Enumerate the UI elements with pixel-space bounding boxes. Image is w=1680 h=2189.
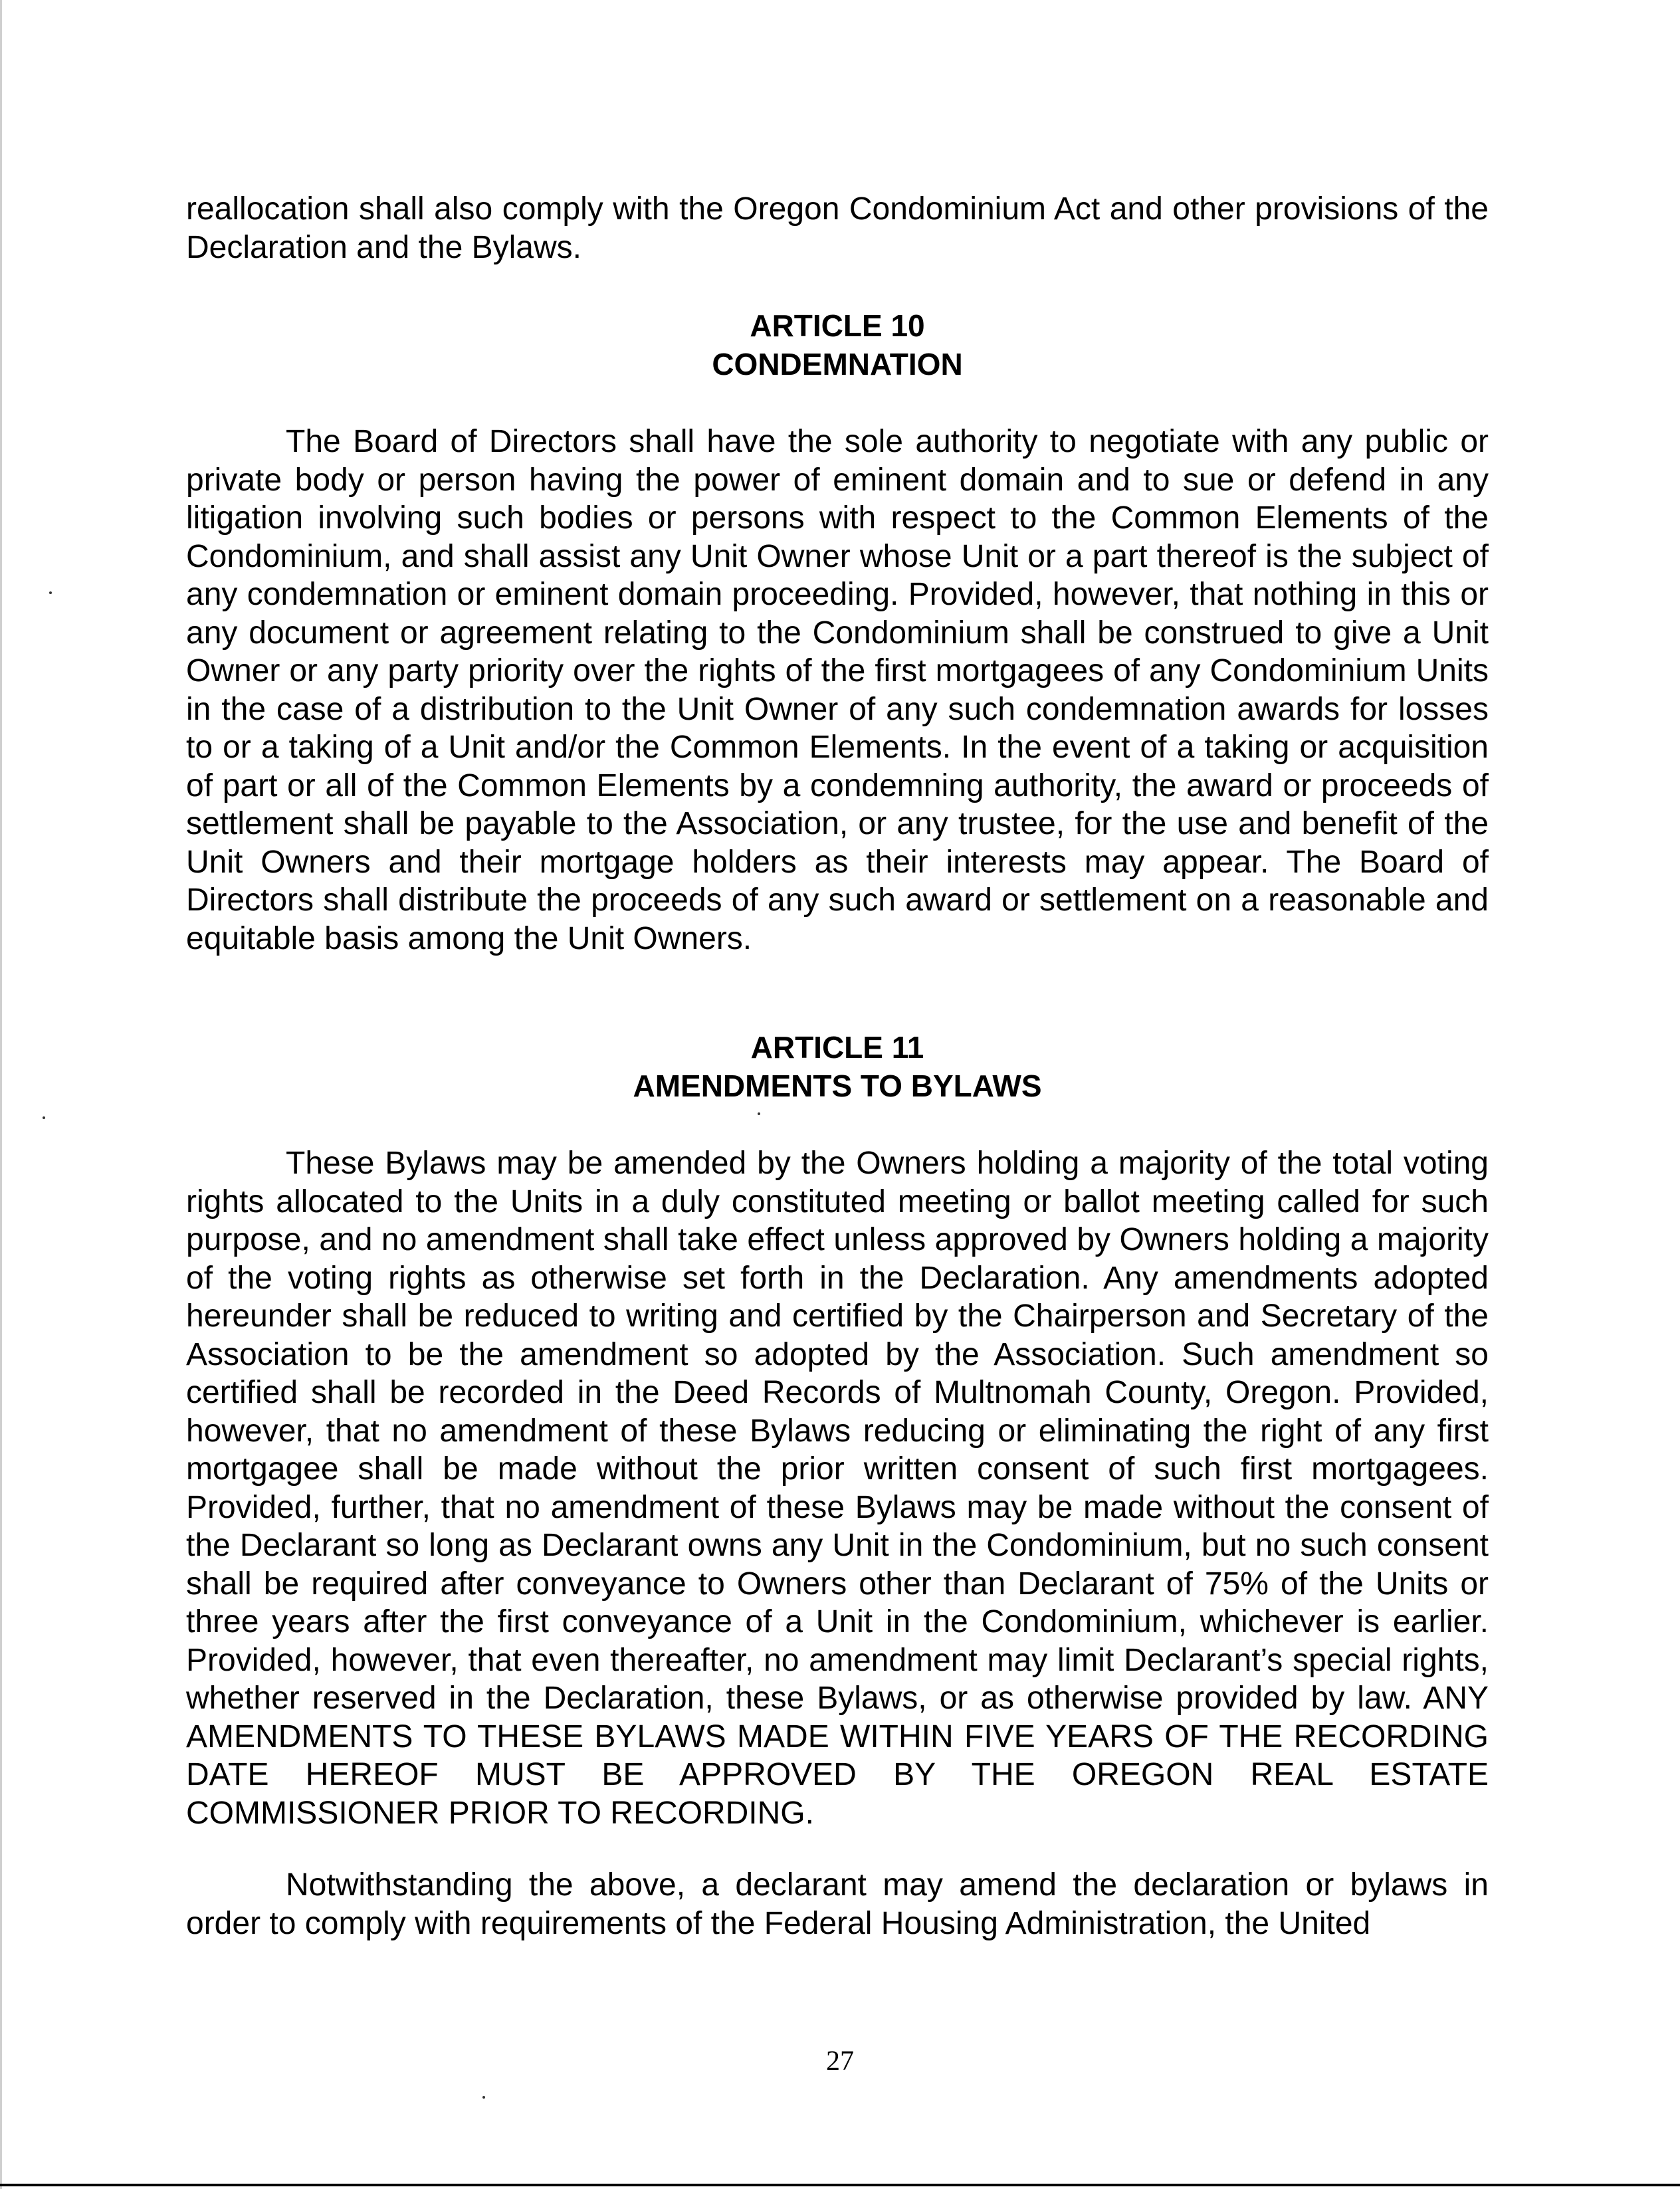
scan-edge-bottom bbox=[0, 2184, 1680, 2186]
article-11-paragraph-1: These Bylaws may be amended by the Owners holding a majority of the total voting rights allocated to the Units in a duly constituted meeting or ballot meeting called for such purpose, and no amendment shall take effect unless approved by Owners holding a majority of the voting rights as otherwise set forth in the Declaration. Any amendments adopted hereunder shall be reduced to writing and certified by the Chairperson and Secretary of the Association to be the amendment so adopted by the Association. Such amendment so certified shall be recorded in the Deed Records of Multnomah County, Oregon. Provided, however, that no amendment of these Bylaws reducing or eliminating the right of any first mortgagee shall be made without the prior written consent of such first mortgagees. Provided, further, that no amendment of these Bylaws may be made without the consent of the Declarant so long as Declarant owns any Unit in the Condominium, but no such consent shall be required after conveyance to Owners other than Declarant of 75% of the Units or three years after the first conveyance of a Unit in the Condominium, whichever is earlier. Provided, however, that even thereafter, no amendment may limit Declarant’s special rights, whether reserved in the Declaration, these Bylaws, or as otherwise provided by law. ANY AMENDMENTS TO THESE BYLAWS MADE WITHIN FIVE YEARS OF THE RECORDING DATE HEREOF MUST BE APPROVED BY THE OREGON REAL ESTATE COMMISSIONER PRIOR TO RECORDING. bbox=[186, 1146, 1489, 1831]
article-10-paragraph: The Board of Directors shall have the sole authority to negotiate with any public or private body or person having the power of eminent domain and to sue or defend in any litigation involving such bodies or persons with respect to the Common Elements of the Condominium, and shall assist any Unit Owner whose Unit or a part thereof is the subject of any condemnation or eminent domain proceeding. Provided, however, that nothing in this or any document or agreement relating to the Condominium shall be construed to give a Unit Owner or any party priority over the rights of the first mortgagees of any Condominium Units in the case of a distribution to the Unit Owner of any such condemnation awards for losses to or a taking of a Unit and/or the Common Elements. In the event of a taking or acquisition of part or all of the Common Elements by a condemning authority, the award or proceeds of settlement shall be payable to the Association, or any trustee, for the use and benefit of the Unit Owners and their mortgage holders as their interests may appear. The Board of Directors shall distribute the proceeds of any such award or settlement on a reasonable and equitable basis among the Unit Owners. bbox=[186, 424, 1489, 956]
article-11-title: AMENDMENTS TO BYLAWS bbox=[633, 1069, 1042, 1103]
article-10-title: CONDEMNATION bbox=[712, 347, 963, 381]
article-11-paragraph-2: Notwithstanding the above, a declarant may amend the declaration or bylaws in order to comply with requirements of the Federal Housing Administration, the United bbox=[186, 1867, 1489, 1941]
page-number: 27 bbox=[826, 2046, 854, 2077]
scan-speck bbox=[758, 1112, 760, 1115]
scan-edge-left bbox=[0, 0, 2, 2189]
article-11-number: ARTICLE 11 bbox=[750, 1030, 924, 1065]
scan-speck bbox=[43, 1116, 45, 1119]
scan-speck bbox=[49, 591, 52, 594]
article-10-number: ARTICLE 10 bbox=[750, 308, 925, 343]
scan-speck bbox=[482, 2096, 485, 2099]
intro-paragraph: reallocation shall also comply with the Oregon Condominium Act and other provisions of the Declaration and the Bylaws. bbox=[186, 191, 1489, 265]
